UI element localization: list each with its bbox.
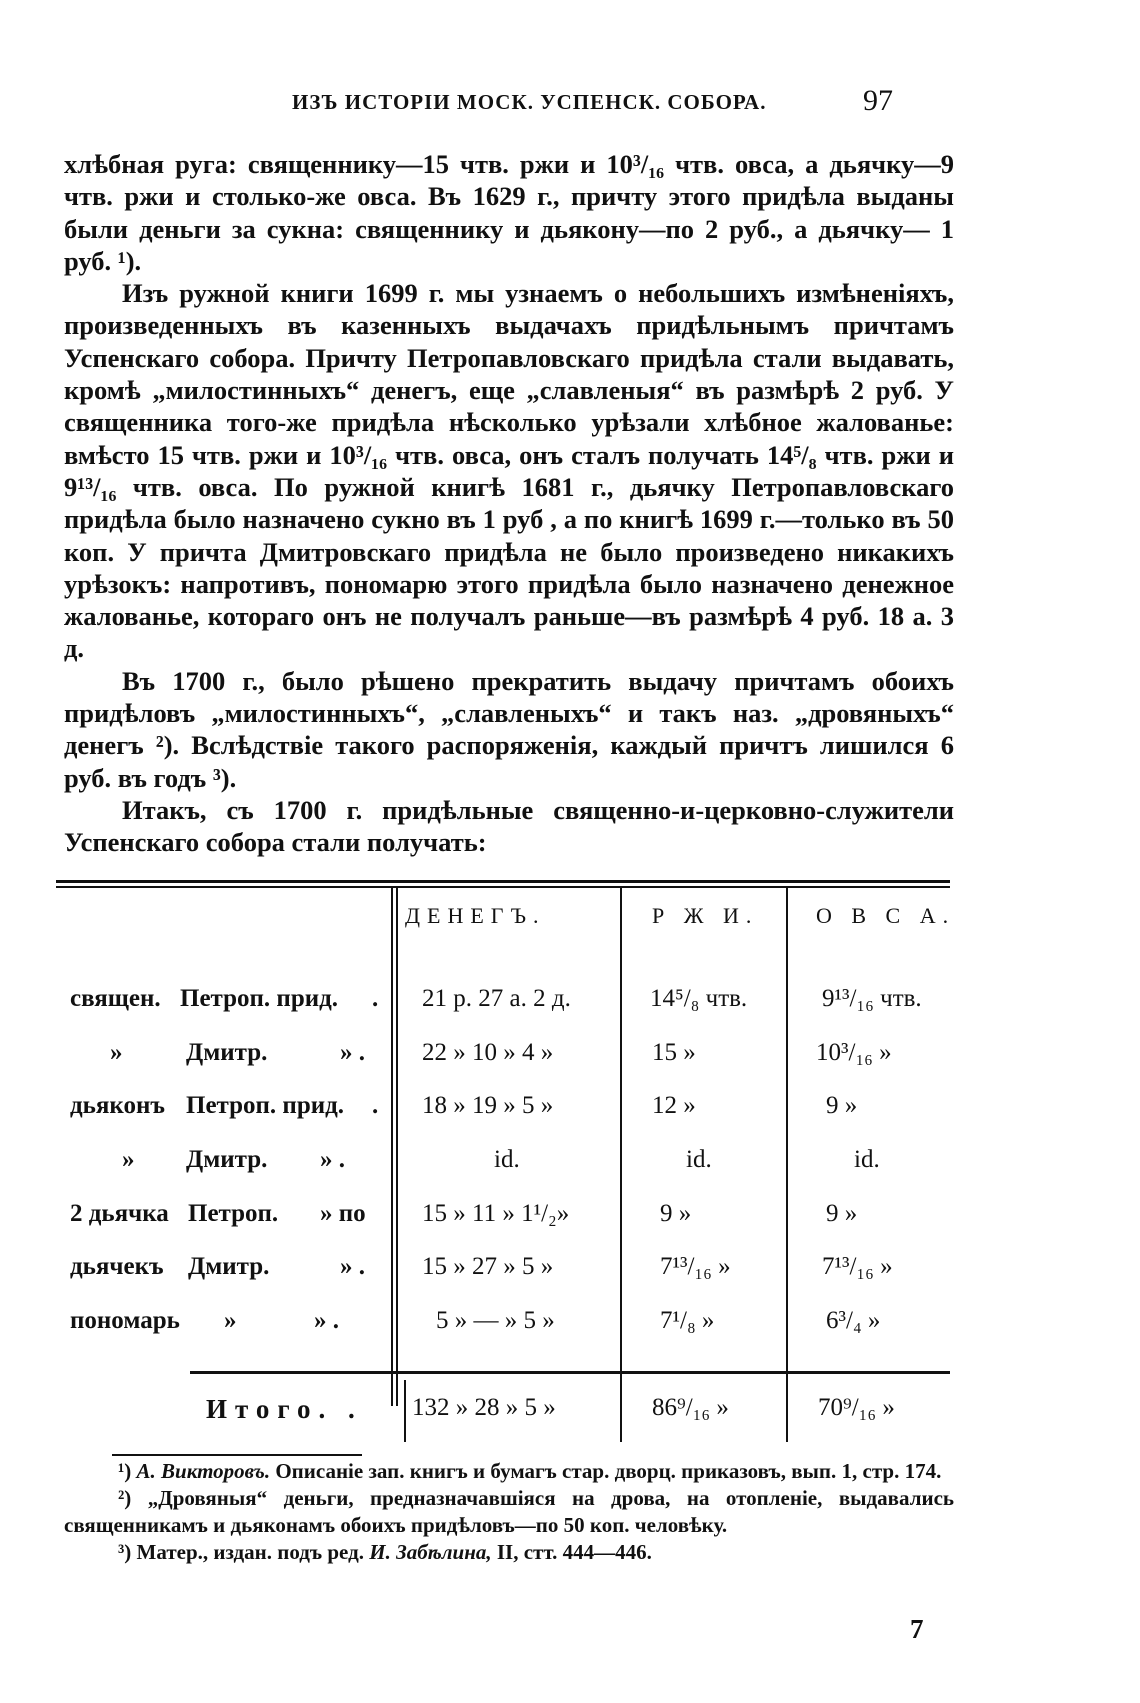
row-6-rye: 7¹³/₁₆ » (660, 1253, 731, 1280)
row-3-label-b: Петроп. прид. (186, 1092, 345, 1119)
header-oats: О В С А. (816, 903, 956, 928)
row-2-rye: 15 » (652, 1039, 696, 1066)
row-1-money: 21 р. 27 а. 2 д. (422, 985, 571, 1012)
total-money: 132 » 28 » 5 » (412, 1394, 556, 1421)
row-7-money: 5 » — » 5 » (436, 1307, 555, 1334)
row-7-label-b: » (224, 1307, 237, 1334)
row-7-oats: 6³/₄ » (826, 1307, 881, 1334)
row-6-oats: 7¹³/₁₆ » (822, 1253, 893, 1280)
row-2-oats: 10³/₁₆ » (816, 1039, 892, 1066)
row-5-label-c: » по (320, 1200, 366, 1227)
row-3-label-a: дьяконъ (70, 1092, 165, 1119)
footnote-2-mark: ²) (118, 1486, 132, 1510)
row-4-label-a: » (122, 1146, 135, 1173)
row-2-label-c: » . (340, 1039, 365, 1066)
paragraph-2: Изъ ружной книги 1699 г. мы узнаемъ о небольшихъ измѣненіяхъ, произведенныхъ въ казенныхъ выдачахъ придѣльнымъ причтамъ Успенскаго собора. Причту Петропавловскаго придѣла стали выдавать, кромѣ „милостинныхъ“ денегъ, еще „славленыя“ въ размѣрѣ 2 руб. У священника того-же придѣла нѣсколько урѣзали хлѣбное жалованье: вмѣсто 15 чтв. ржи и 10³/₁₆ чтв. овса, онъ сталъ получать 14⁵/₈ чтв. ржи и 9¹³/₁₆ чтв. овса. По ружной книгѣ 1681 г., дьячку Петропавловскаго придѣла было назначено сукно въ 1 руб , а по книгѣ 1699 г.—только въ 50 коп. У причта Дмитровскаго придѣла не было произведено никакихъ урѣзокъ: напротивъ, пономарю этого придѣла было назначено денежное жалованье, котораго онъ не получалъ раньше—въ размѣрѣ 4 руб. 18 а. 3 д. (64, 278, 954, 664)
page-number: 97 (863, 84, 893, 117)
footnote-1-mark: ¹) (118, 1459, 132, 1483)
total-vline-money (620, 1380, 622, 1442)
running-head: ИЗЪ ИСТОРІИ МОСК. УСПЕНСК. СОБОРА. (292, 90, 767, 114)
row-4-rye: id. (686, 1146, 712, 1173)
footnote-3-post: II, стт. 444—446. (496, 1540, 652, 1564)
header-rye: Р Ж И. (652, 903, 759, 928)
footnote-1-text: Описаніе зап. книгъ и бумагъ стар. дворц. приказовъ, вып. 1, стр. 174. (275, 1459, 942, 1483)
body-text (64, 148, 954, 859)
footnote-3-pre: Матер., издан. подъ ред. (136, 1540, 364, 1564)
row-4-money: id. (494, 1146, 520, 1173)
row-5-rye: 9 » (660, 1200, 692, 1227)
row-6-label-c: » . (340, 1253, 365, 1280)
footnote-3-mark: ³) (118, 1540, 132, 1564)
table-vline-rye (786, 886, 788, 1406)
total-label: Итого. . (206, 1394, 363, 1424)
row-3-rye: 12 » (652, 1092, 696, 1119)
row-5-label-a: 2 дьячка (70, 1200, 169, 1227)
row-7-label-a: пономарь (70, 1307, 180, 1334)
page-header (60, 84, 960, 124)
paragraph-1: хлѣбная руга: священнику—15 чтв. ржи и 10³/₁₆ чтв. овса, а дьячку—9 чтв. ржи и столько-же овса. Въ 1629 г., причту этого придѣла выданы были деньги за сукна: священнику и дьякону—по 2 руб., а дьячку— 1 руб. ¹). (64, 149, 954, 276)
row-7-label-c: » . (314, 1307, 339, 1334)
total-vline-label (404, 1380, 406, 1442)
table-vline-money (620, 886, 622, 1406)
row-4-oats: id. (854, 1146, 880, 1173)
row-4-label-c: » . (320, 1146, 345, 1173)
row-1-oats: 9¹³/₁₆ чтв. (822, 985, 922, 1012)
row-5-label-b: Петроп. (188, 1200, 279, 1227)
row-1-label-c: . (372, 985, 379, 1012)
paragraph-3: Въ 1700 г., было рѣшено прекратить выдачу причтамъ обоихъ придѣловъ „милостинныхъ“, „славленыхъ“ и такъ наз. „дровяныхъ“ денегъ ²). Вслѣдствіе такого распоряженія, каждый причтъ лишился 6 руб. въ годъ ³). (64, 665, 954, 793)
row-1-rye: 14⁵/₈ чтв. (650, 985, 748, 1012)
row-1-label-a: священ. (70, 985, 161, 1012)
total-oats: 70⁹/₁₆ » (818, 1394, 895, 1421)
row-3-oats: 9 » (826, 1092, 858, 1119)
total-rye: 86⁹/₁₆ » (652, 1394, 729, 1421)
table-top-rule (56, 880, 950, 883)
footnote-rule (112, 1454, 362, 1456)
footnote-2-text: „Дровяныя“ деньги, предназначавшіяся на дрова, на отопленіе, выдавались священникамъ и дьяконамъ обоихъ придѣловъ—по 50 коп. человѣку. (64, 1486, 955, 1537)
row-3-label-c: . (372, 1092, 379, 1119)
footnote-3 (64, 1539, 954, 1566)
row-1-label-b: Петроп. прид. (180, 985, 339, 1012)
footnote-3-editor: И. Забѣлина, (369, 1540, 492, 1564)
total-rule (190, 1371, 950, 1374)
table-vline-label-2 (396, 886, 398, 1406)
footnote-1 (64, 1458, 954, 1485)
row-2-money: 22 » 10 » 4 » (422, 1039, 554, 1066)
row-6-money: 15 » 27 » 5 » (422, 1253, 554, 1280)
row-2-label-a: » (110, 1039, 123, 1066)
footnotes (64, 1458, 954, 1566)
table-vline-label (391, 886, 393, 1406)
row-4-label-b: Дмитр. (186, 1146, 268, 1173)
paragraph-4: Итакъ, съ 1700 г. придѣльные священно-и-церковно-служители Успенскаго собора стали получать: (64, 794, 954, 858)
row-3-money: 18 » 19 » 5 » (422, 1092, 554, 1119)
row-5-money: 15 » 11 » 1¹/₂» (422, 1200, 570, 1227)
row-2-label-b: Дмитр. (186, 1039, 268, 1066)
signature-mark: 7 (910, 1614, 924, 1644)
row-6-label-a: дьячекъ (70, 1253, 164, 1280)
footnote-1-author: А. Викторовъ. (136, 1459, 271, 1483)
row-6-label-b: Дмитр. (188, 1253, 270, 1280)
row-5-oats: 9 » (826, 1200, 858, 1227)
table-top-rule-thin (56, 886, 950, 888)
row-7-rye: 7¹/₈ » (660, 1307, 715, 1334)
total-vline-rye (786, 1380, 788, 1442)
footnote-2 (64, 1485, 954, 1539)
header-money: ДЕНЕГЪ. (405, 903, 546, 928)
